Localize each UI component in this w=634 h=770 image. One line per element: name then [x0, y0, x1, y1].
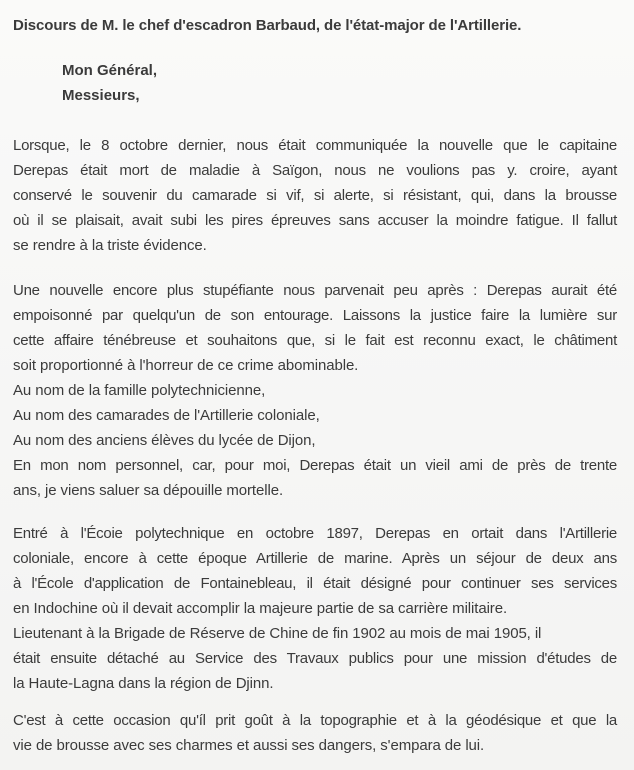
- text-line: en Indochine où il devait accomplir la majeure partie de sa carrière militaire.: [13, 600, 508, 617]
- text-line: En mon nom personnel, car, pour moi, Derepas était un vieil ami de près de trente: [13, 457, 617, 474]
- text-line: cette affaire ténébreuse et souhaitons que, si le fait est reconnu exact, le châtiment: [13, 332, 617, 349]
- text-line: ans, je viens saluer sa dépouille mortelle.: [13, 482, 284, 499]
- salutation-line-general: Mon Général,: [62, 62, 158, 79]
- text-line: Entré à l'Écoie polytechnique en octobre 1897, Derepas en ortait dans l'Artillerie: [13, 525, 617, 542]
- paragraph: [13, 708, 617, 758]
- text-line: était ensuite détaché au Service des Travaux publics pour une mission d'études de: [13, 650, 617, 667]
- paragraph: [13, 133, 617, 258]
- text-line: Lieutenant à la Brigade de Réserve de Chine de fin 1902 au mois de mai 1905, il: [13, 625, 542, 642]
- text-line: Au nom des anciens élèves du lycée de Dijon,: [13, 432, 316, 449]
- text-line: où il se plaisait, avait subi les pires épreuves sans accuser la moindre fatigue. Il fallut: [13, 212, 617, 229]
- text-line: Lorsque, le 8 octobre dernier, nous était communiquée la nouvelle que le capitaine: [13, 137, 617, 154]
- text-line: vie de brousse avec ses charmes et aussi ses dangers, s'empara de lui.: [13, 737, 485, 754]
- salutation-line-messieurs: Messieurs,: [62, 87, 140, 104]
- paragraph: [13, 278, 617, 503]
- document-title: Discours de M. le chef d'escadron Barbaud, de l'état-major de l'Artillerie.: [13, 17, 522, 34]
- paragraphs-container: [13, 133, 617, 758]
- text-line: à l'École d'application de Fontainebleau, il était désigné pour continuer ses services: [13, 575, 617, 592]
- text-line: C'est à cette occasion qu'íl prit goût à la topographie et à la géodésique et que la: [13, 712, 617, 729]
- text-line: empoisonné par quelqu'un de son entourage. Laissons la justice faire la lumière sur: [13, 307, 617, 324]
- text-line: conservé le souvenir du camarade si vif, si alerte, si résistant, qui, dans la brousse: [13, 187, 617, 204]
- salutation-block: [13, 58, 617, 108]
- text-line: Derepas était mort de maladie à Saïgon, nous ne voulions pas y. croire, ayant: [13, 162, 617, 179]
- text-line: soit proportionné à l'horreur de ce crime abominable.: [13, 357, 359, 374]
- text-line: Une nouvelle encore plus stupéfiante nous parvenait peu après : Derepas aurait été: [13, 282, 617, 299]
- text-line: coloniale, encore à cette époque Artillerie de marine. Après un séjour de deux ans: [13, 550, 617, 567]
- text-line: Au nom de la famille polytechnicienne,: [13, 382, 266, 399]
- text-line: se rendre à la triste évidence.: [13, 237, 207, 254]
- text-line: Au nom des camarades de l'Artillerie coloniale,: [13, 407, 320, 424]
- text-line: la Haute-Lagna dans la région de Djinn.: [13, 675, 274, 692]
- paragraph: [13, 521, 617, 696]
